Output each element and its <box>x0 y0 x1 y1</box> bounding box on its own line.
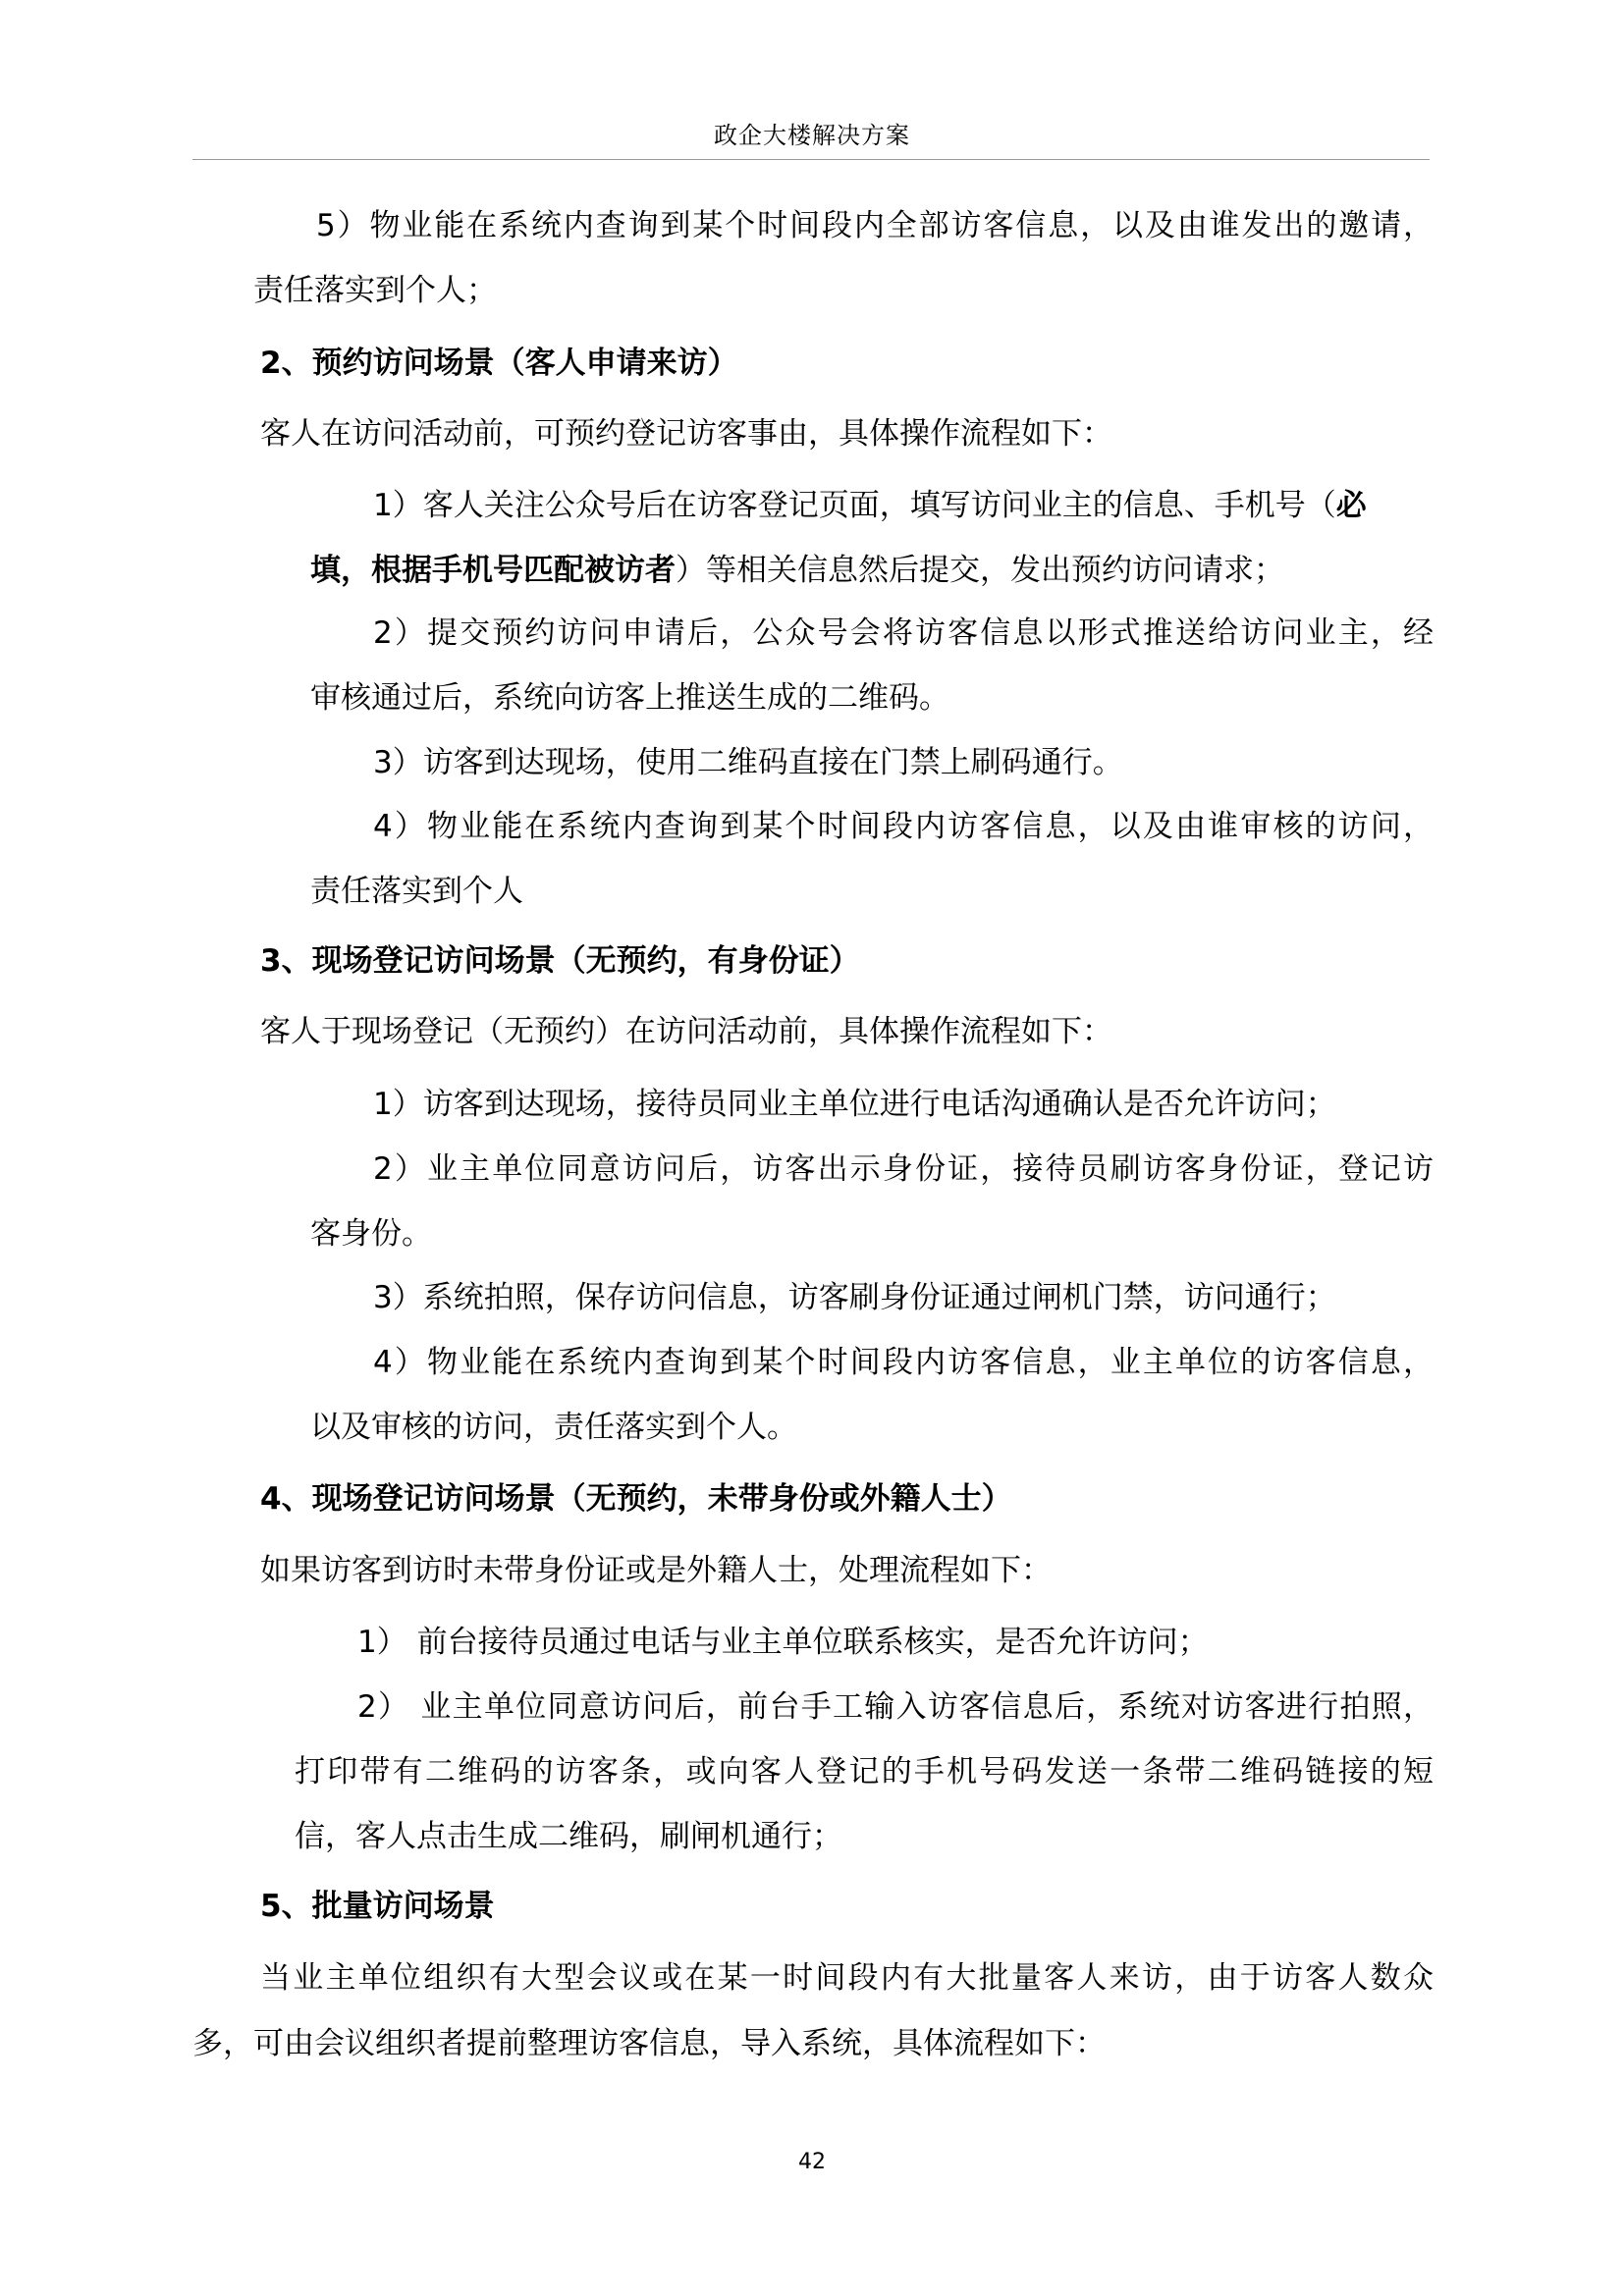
section5-para-line2: 多，可由会议组织者提前整理访客信息，导入系统，具体流程如下： <box>192 2026 1106 2061</box>
section2-item1-bold-cont: 填，根据手机号匹配被访者 <box>310 553 676 588</box>
section4-heading: 4、现场登记访问场景（无预约，未带身份或外籍人士） <box>260 1481 1012 1517</box>
section4-lead: 如果访客到访时未带身份证或是外籍人士，处理流程如下： <box>260 1553 1052 1588</box>
section3-item2-line1: 2）业主单位同意访问后，访客出示身份证，接待员刷访客身份证，登记访 <box>373 1151 1434 1187</box>
section4-item2-line2: 打印带有二维码的访客条，或向客人登记的手机号码发送一条带二维码链接的短 <box>295 1754 1434 1789</box>
section5-para-line1: 当业主单位组织有大型会议或在某一时间段内有大批量客人来访，由于访客人数众 <box>260 1960 1434 1996</box>
section2-item4-line2: 责任落实到个人 <box>310 874 523 909</box>
section2-item4-line1: 4）物业能在系统内查询到某个时间段内访客信息，以及由谁审核的访问， <box>373 809 1434 844</box>
section3-item1: 1）访客到达现场，接待员同业主单位进行电话沟通确认是否允许访问； <box>373 1087 1336 1122</box>
section3-item4-line1: 4）物业能在系统内查询到某个时间段内访客信息，业主单位的访客信息， <box>373 1345 1434 1380</box>
section2-item1-tail: ）等相关信息然后提交，发出预约访问请求； <box>676 553 1284 588</box>
section5-heading: 5、批量访问场景 <box>260 1889 495 1924</box>
section2-item1-bold: 必 <box>1335 488 1367 523</box>
intro-item5-line2: 责任落实到个人； <box>253 273 497 308</box>
header-divider <box>192 159 1430 160</box>
page-number: 42 <box>798 2150 826 2174</box>
section2-item2-line2: 审核通过后，系统向访客上推送生成的二维码。 <box>310 680 949 716</box>
section2-heading: 2、预约访问场景（客人申请来访） <box>260 346 738 381</box>
section2-item3: 3）访客到达现场，使用二维码直接在门禁上刷码通行。 <box>373 745 1123 780</box>
section3-heading: 3、现场登记访问场景（无预约，有身份证） <box>260 943 860 979</box>
section3-item3: 3）系统拍照，保存访问信息，访客刷身份证通过闸机门禁，访问通行； <box>373 1280 1336 1315</box>
page-header-title: 政企大楼解决方案 <box>714 122 910 149</box>
section2-item2-line1: 2）提交预约访问申请后，公众号会将访客信息以形式推送给访问业主，经 <box>373 615 1434 651</box>
section3-lead: 客人于现场登记（无预约）在访问活动前，具体操作流程如下： <box>260 1014 1112 1049</box>
section4-item2-line3: 信，客人点击生成二维码，刷闸机通行； <box>295 1819 842 1854</box>
section2-item1-line2 <box>310 551 1284 590</box>
section2-lead: 客人在访问活动前，可预约登记访客事由，具体操作流程如下： <box>260 416 1112 452</box>
section3-item4-line2: 以及审核的访问，责任落实到个人。 <box>310 1410 797 1445</box>
section2-item1-text: 1）客人关注公众号后在访客登记页面，填写访问业主的信息、手机号（ <box>373 488 1336 523</box>
section4-item1: 1） 前台接待员通过电话与业主单位联系核实，是否允许访问； <box>357 1625 1209 1660</box>
intro-item5-line1: 5）物业能在系统内查询到某个时间段内全部访客信息，以及由谁发出的邀请， <box>316 208 1434 243</box>
section2-item1-line1 <box>373 486 1367 525</box>
section4-item2-line1: 2） 业主单位同意访问后，前台手工输入访客信息后，系统对访客进行拍照， <box>357 1689 1434 1725</box>
section3-item2-line2: 客身份。 <box>310 1216 432 1252</box>
